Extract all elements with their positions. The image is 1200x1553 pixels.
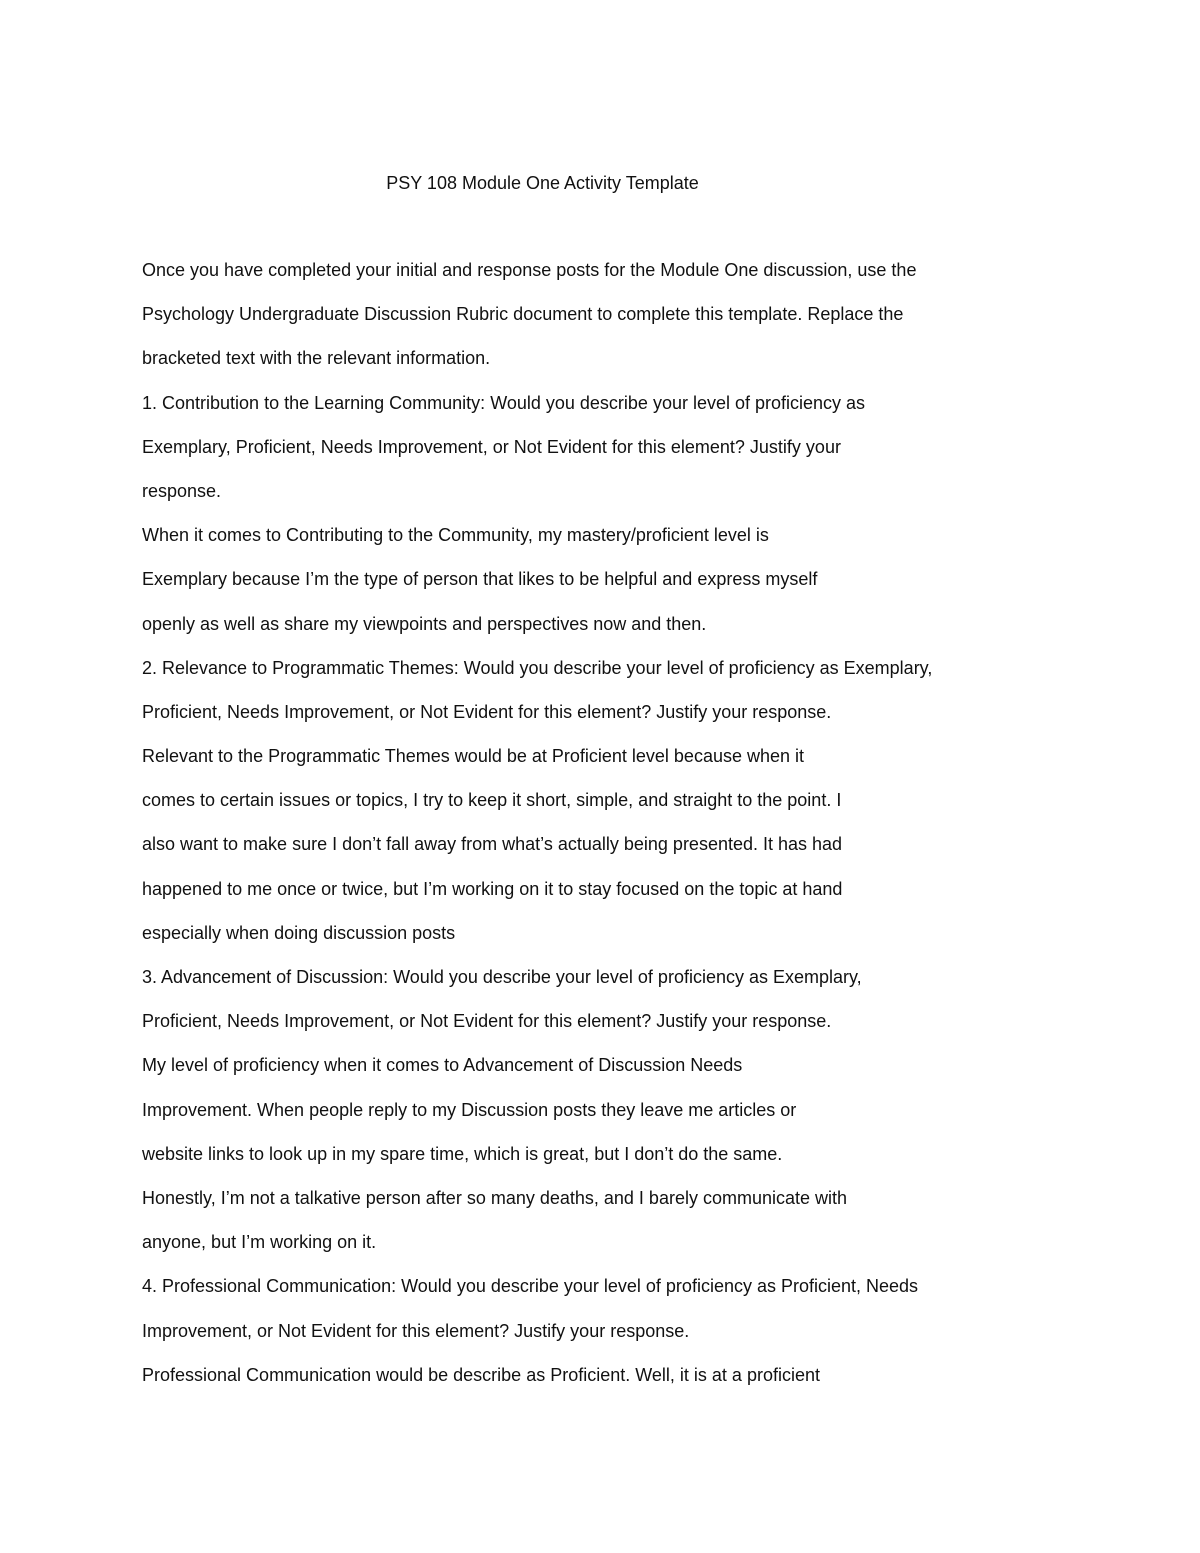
answer-2-line: especially when doing discussion posts [142, 922, 456, 943]
answer-3-line: Honestly, I’m not a talkative person after so many deaths, and I barely communicate with [142, 1187, 848, 1208]
answer-3-line: My level of proficiency when it comes to Advancement of Discussion Needs [142, 1055, 743, 1076]
question-3-line: Proficient, Needs Improvement, or Not Evident for this element? Justify your response. [142, 1011, 832, 1032]
answer-3-line: Improvement. When people reply to my Discussion posts they leave me articles or [142, 1099, 797, 1120]
question-3-line: 3. Advancement of Discussion: Would you describe your level of proficiency as Exemplary, [142, 967, 862, 987]
answer-1-line: openly as well as share my viewpoints and perspectives now and then. [142, 613, 707, 634]
question-2-line: 2. Relevance to Programmatic Themes: Would you describe your level of proficiency as Exemplary, [142, 657, 933, 678]
answer-2-line: happened to me once or twice, but I’m working on it to stay focused on the topic at hand [142, 878, 843, 899]
text-line: Once you have completed your initial and response posts for the Module One discussion, use the [142, 260, 917, 280]
answer-2-line: comes to certain issues or topics, I try to keep it short, simple, and straight to the point. I [142, 790, 842, 811]
answer-3-line: website links to look up in my spare time, which is great, but I don’t do the same. [142, 1143, 783, 1164]
question-1-line: Exemplary, Proficient, Needs Improvement, or Not Evident for this element? Justify your [142, 436, 841, 457]
answer-1-line: Exemplary because I’m the type of person that likes to be helpful and express myself [142, 569, 818, 590]
question-1-line: response. [142, 480, 222, 501]
question-4-line: Improvement, or Not Evident for this element? Justify your response. [142, 1320, 690, 1341]
question-1-line: 1. Contribution to the Learning Community: Would you describe your level of proficiency as [142, 392, 866, 413]
answer-3-line: anyone, but I’m working on it. [142, 1232, 377, 1253]
text-line: bracketed text with the relevant information. [142, 348, 491, 369]
answer-2-line: Relevant to the Programmatic Themes would be at Proficient level because when it [142, 746, 805, 767]
answer-4-line: Professional Communication would be describe as Proficient. Well, it is at a proficient [142, 1364, 820, 1385]
answer-1-line: When it comes to Contributing to the Community, my mastery/proficient level is [142, 525, 769, 546]
text-line: Psychology Undergraduate Discussion Rubric document to complete this template. Replace the [142, 304, 904, 325]
document-body [142, 258, 1142, 1407]
answer-2-line: also want to make sure I don’t fall away from what’s actually being presented. It has had [142, 834, 843, 855]
question-4-line: 4. Professional Communication: Would you describe your level of proficiency as Proficient, Needs [142, 1276, 919, 1297]
question-2-line: Proficient, Needs Improvement, or Not Evident for this element? Justify your response. [142, 701, 832, 722]
document-title: PSY 108 Module One Activity Template [386, 173, 699, 193]
